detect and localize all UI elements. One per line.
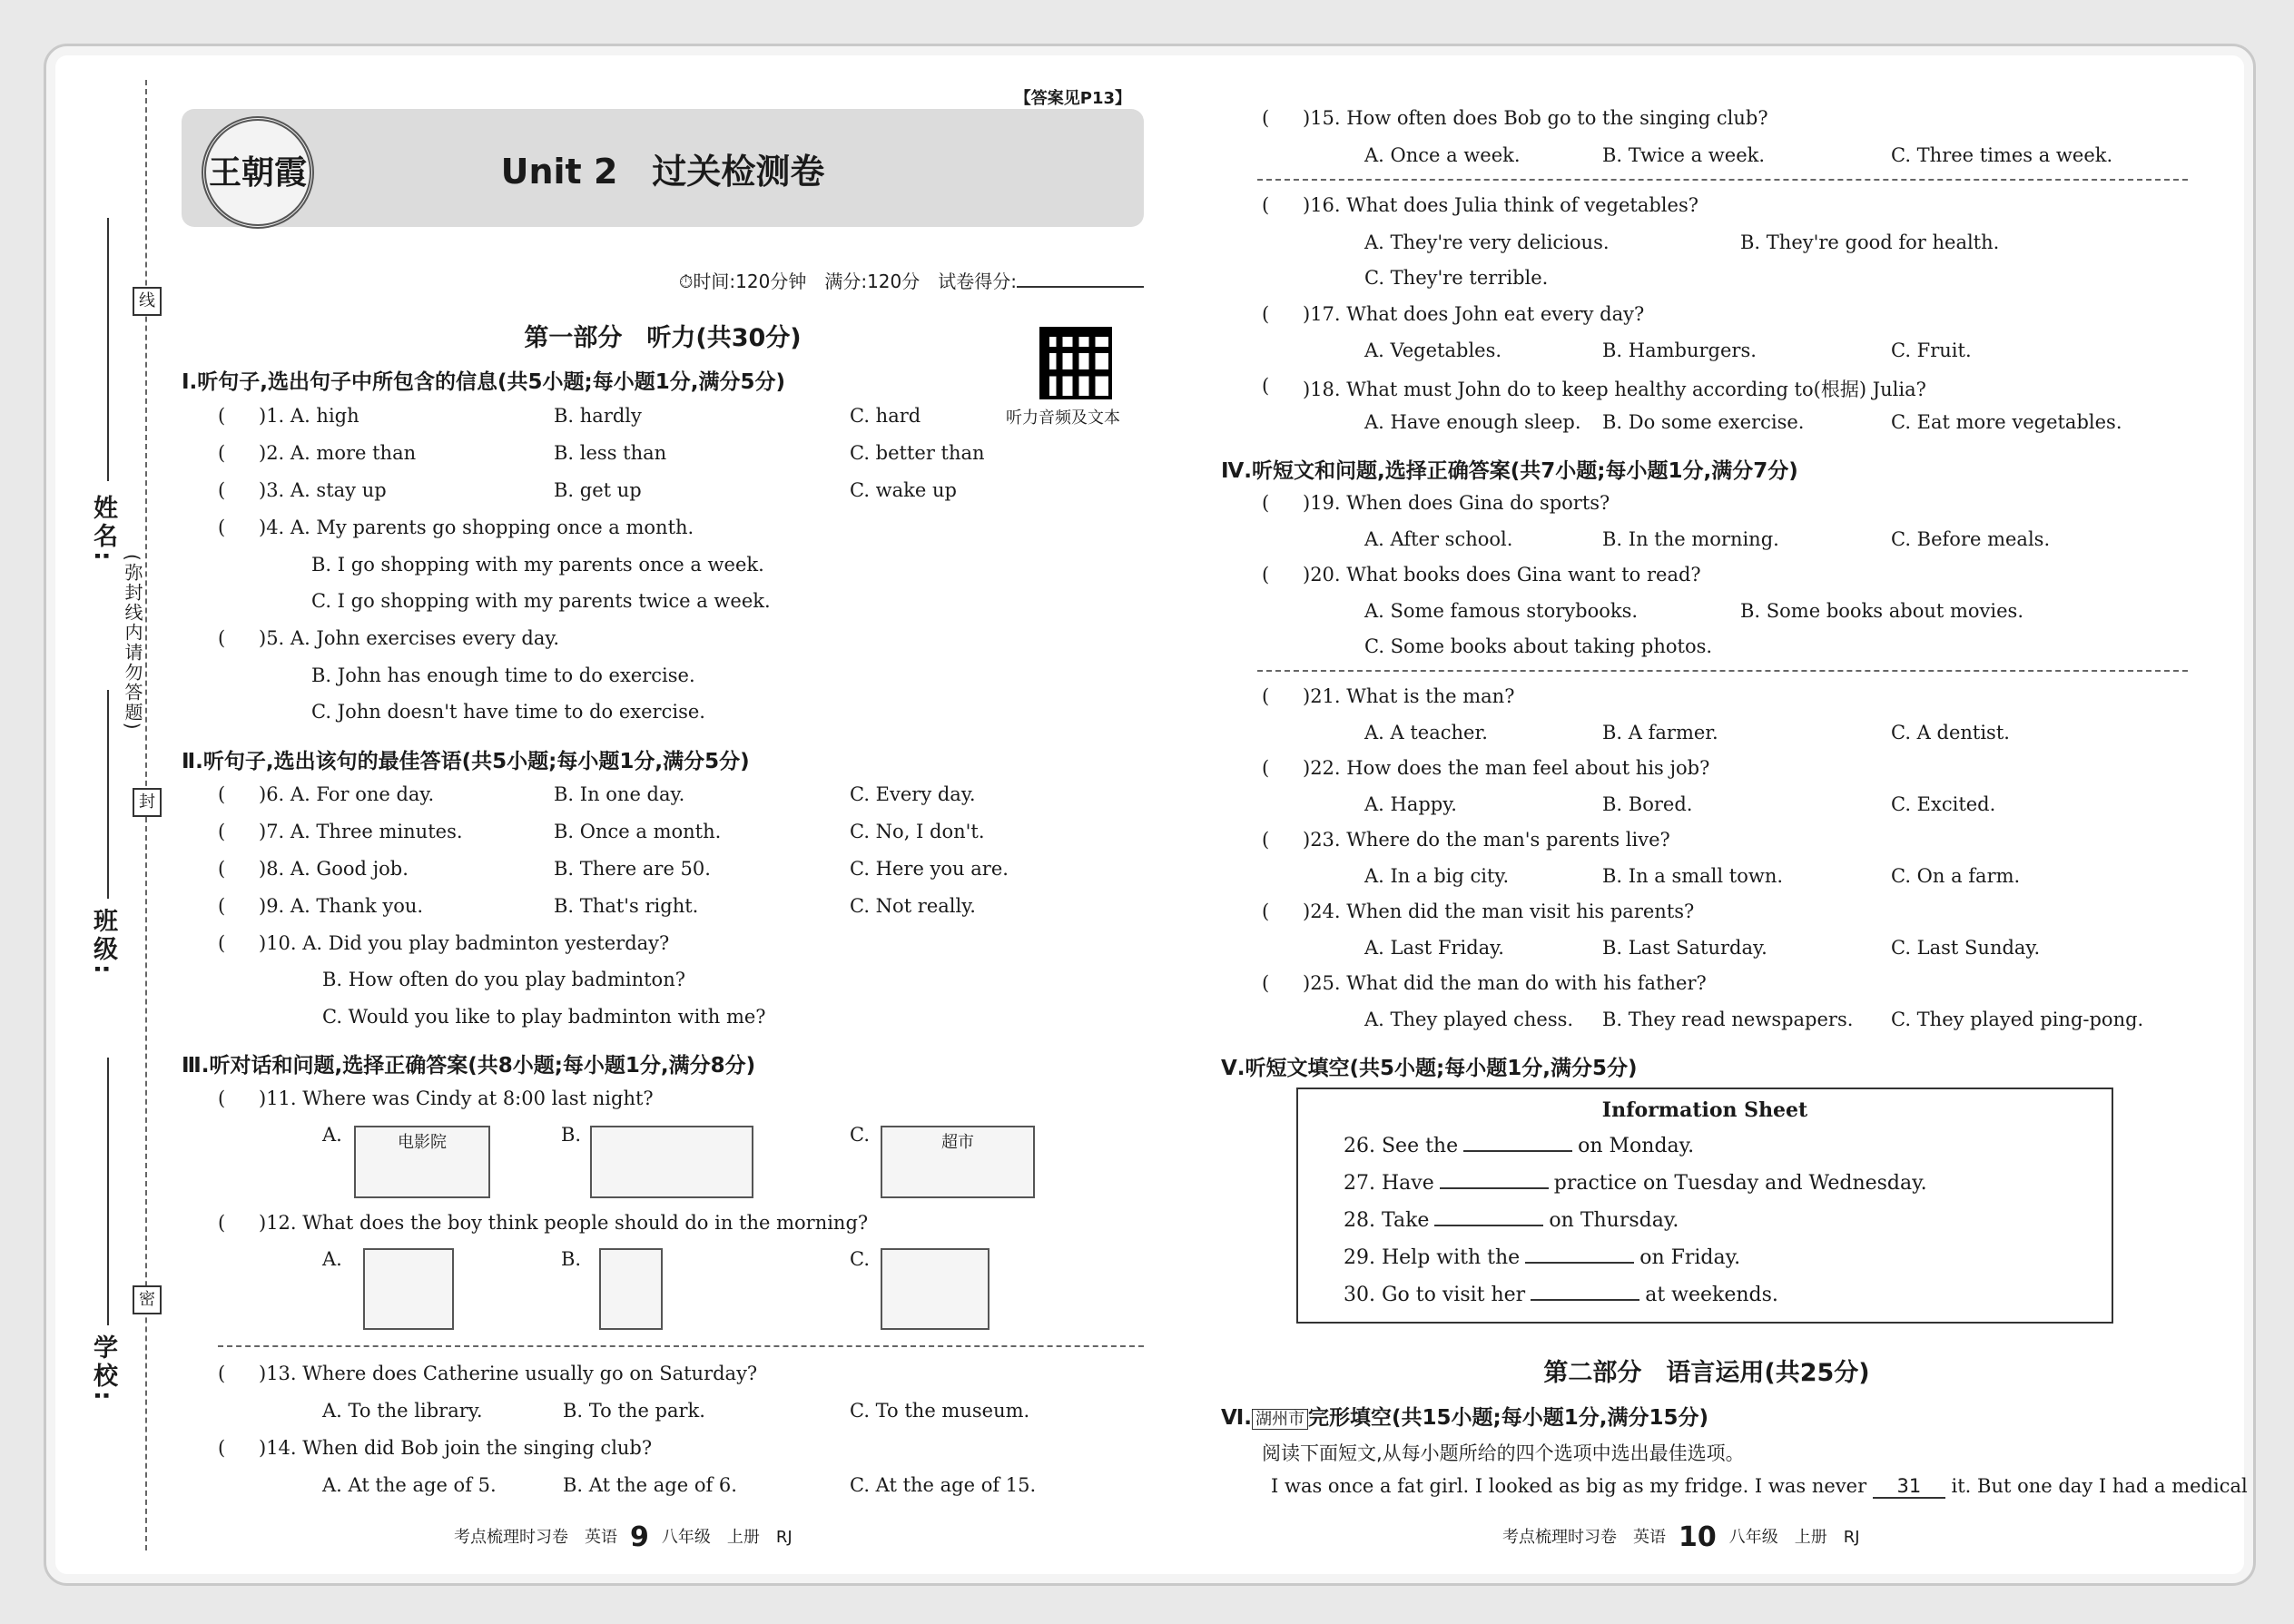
publisher-logo: 王朝霞 xyxy=(202,116,314,229)
tv-watching-picture xyxy=(881,1248,989,1330)
item-27: 27. Have practice on Tuesday and Wednesday. xyxy=(1344,1172,1927,1195)
q14-option-a: A. At the age of 5. xyxy=(322,1474,497,1496)
q23-option-b: B. In a small town. xyxy=(1602,865,1784,887)
section-3-title: Ⅲ.听对话和问题,选择正确答案(共8小题;每小题1分,满分8分) xyxy=(182,1054,756,1078)
q13-option-b: B. To the park. xyxy=(563,1400,705,1422)
blank-29[interactable] xyxy=(1525,1262,1634,1264)
q21-option-c: C. A dentist. xyxy=(1891,722,2010,743)
item-26: 26. See the on Monday. xyxy=(1344,1135,1695,1157)
binding-note: (弥封线内请勿答题) xyxy=(122,554,143,732)
q14-option-b: B. At the age of 6. xyxy=(563,1474,737,1496)
q25-option-a: A. They played chess. xyxy=(1364,1009,1574,1030)
q16-option-a: A. They're very delicious. xyxy=(1364,231,1610,253)
q19-option-c: C. Before meals. xyxy=(1891,528,2051,550)
blank-30[interactable] xyxy=(1531,1299,1639,1301)
section-1-title: Ⅰ.听句子,选出句子中所包含的信息(共5小题;每小题1分,满分5分) xyxy=(182,370,786,394)
q11-label-a: A. xyxy=(322,1124,342,1146)
q21-option-b: B. A farmer. xyxy=(1602,722,1718,743)
q15-option-b: B. Twice a week. xyxy=(1602,144,1766,166)
answer-reference: 【答案见P13】 xyxy=(1014,89,1131,108)
q4-option-b: B. I go shopping with my parents once a week. xyxy=(311,554,764,576)
blank-31[interactable]: 31 xyxy=(1873,1475,1945,1499)
q11-label-c: C. xyxy=(850,1124,870,1146)
section-4-title: Ⅳ.听短文和问题,选择正确答案(共7小题;每小题1分,满分7分) xyxy=(1221,459,1798,483)
blank-27[interactable] xyxy=(1440,1187,1549,1189)
item-30: 30. Go to visit her at weekends. xyxy=(1344,1284,1778,1306)
q17-option-c: C. Fruit. xyxy=(1891,340,1972,361)
q20-option-a: A. Some famous storybooks. xyxy=(1364,600,1639,622)
q24-option-c: C. Last Sunday. xyxy=(1891,937,2041,959)
q12-label-b: B. xyxy=(561,1248,582,1270)
section-6-title: Ⅵ. 湖州市 完形填空(共15小题;每小题1分,满分15分) xyxy=(1221,1406,1709,1430)
school-label: 学校: xyxy=(89,1334,117,1404)
section-2-title: Ⅱ.听句子,选出该句的最佳答语(共5小题;每小题1分,满分5分) xyxy=(182,750,750,773)
q17-option-a: A. Vegetables. xyxy=(1364,340,1502,361)
q10-option-c: C. Would you like to play badminton with me? xyxy=(322,1006,766,1028)
blank-28[interactable] xyxy=(1434,1225,1543,1226)
part1-title: 第一部分 听力(共30分) xyxy=(524,324,802,352)
item-29: 29. Help with the on Friday. xyxy=(1344,1246,1741,1269)
q23-option-c: C. On a farm. xyxy=(1891,865,2021,887)
q24-option-b: B. Last Saturday. xyxy=(1602,937,1767,959)
region-tag: 湖州市 xyxy=(1252,1409,1308,1430)
page-title: Unit 2 过关检测卷 xyxy=(500,152,825,192)
name-label: 姓名: xyxy=(89,495,117,565)
q16-option-b: B. They're good for health. xyxy=(1740,231,2000,253)
q22-option-a: A. Happy. xyxy=(1364,793,1457,815)
q13-option-a: A. To the library. xyxy=(322,1400,483,1422)
q10-option-b: B. How often do you play badminton? xyxy=(322,969,685,990)
q19-option-a: A. After school. xyxy=(1364,528,1513,550)
q4-option-c: C. I go shopping with my parents twice a week. xyxy=(311,590,771,612)
q21-option-a: A. A teacher. xyxy=(1364,722,1488,743)
class-line xyxy=(107,690,109,899)
q11-label-b: B. xyxy=(561,1124,582,1146)
information-sheet-title: Information Sheet xyxy=(1601,1098,1808,1122)
q20-option-b: B. Some books about movies. xyxy=(1740,600,2023,622)
divider xyxy=(1257,670,2188,672)
school-line xyxy=(107,1058,109,1325)
item-28: 28. Take on Thursday. xyxy=(1344,1209,1679,1232)
cinema-picture: 电影院 xyxy=(354,1126,490,1198)
score-blank[interactable] xyxy=(1017,286,1144,288)
qr-code[interactable] xyxy=(1039,327,1112,399)
left-footer: 考点梳理时习卷 英语 9 八年级 上册 RJ xyxy=(454,1521,793,1553)
q25-option-c: C. They played ping-pong. xyxy=(1891,1009,2144,1030)
divider xyxy=(218,1345,1144,1347)
q18-option-a: A. Have enough sleep. xyxy=(1364,411,1581,433)
cloze-passage: I was once a fat girl. I looked as big as my fridge. I was never 31 it. But one day I had a medical xyxy=(1271,1475,2248,1497)
q14-option-c: C. At the age of 15. xyxy=(850,1474,1037,1496)
divider xyxy=(1257,179,2188,181)
class-label: 班级: xyxy=(89,908,117,978)
q15-option-a: A. Once a week. xyxy=(1364,144,1521,166)
qr-caption: 听力音频及文本 xyxy=(1006,408,1120,428)
reading-girl-picture xyxy=(363,1248,454,1330)
right-footer: 考点梳理时习卷 英语 10 八年级 上册 RJ xyxy=(1502,1521,1860,1553)
q12-label-a: A. xyxy=(322,1248,342,1270)
q18-option-b: B. Do some exercise. xyxy=(1602,411,1805,433)
supermarket-picture: 超市 xyxy=(881,1126,1035,1198)
cloze-instruction: 阅读下面短文,从每小题所给的四个选项中选出最佳选项。 xyxy=(1262,1442,1745,1464)
seal-mi: 密 xyxy=(133,1285,162,1314)
q15-option-c: C. Three times a week. xyxy=(1891,144,2113,166)
q18-option-c: C. Eat more vegetables. xyxy=(1891,411,2122,433)
section-5-title: Ⅴ.听短文填空(共5小题;每小题1分,满分5分) xyxy=(1221,1057,1638,1080)
q12-label-c: C. xyxy=(850,1248,870,1270)
q19-option-b: B. In the morning. xyxy=(1602,528,1779,550)
q22-option-b: B. Bored. xyxy=(1602,793,1693,815)
q17-option-b: B. Hamburgers. xyxy=(1602,340,1757,361)
part2-title: 第二部分 语言运用(共25分) xyxy=(1543,1359,1870,1387)
seal-xian: 线 xyxy=(133,287,162,316)
q20-option-c: C. Some books about taking photos. xyxy=(1364,635,1713,657)
q16-option-c: C. They're terrible. xyxy=(1364,267,1549,289)
q22-option-c: C. Excited. xyxy=(1891,793,1996,815)
information-sheet xyxy=(1296,1088,2113,1324)
q5-option-b: B. John has enough time to do exercise. xyxy=(311,664,695,686)
stadium-picture xyxy=(590,1126,753,1198)
q25-option-b: B. They read newspapers. xyxy=(1602,1009,1854,1030)
time-info: ⏱时间:120分钟 满分:120分 试卷得分: xyxy=(679,267,1144,293)
blank-26[interactable] xyxy=(1463,1150,1572,1152)
seal-feng: 封 xyxy=(133,788,162,817)
q24-option-a: A. Last Friday. xyxy=(1364,937,1504,959)
q5-option-c: C. John doesn't have time to do exercise. xyxy=(311,701,705,723)
title-banner xyxy=(182,109,1144,227)
running-boy-picture xyxy=(599,1248,663,1330)
q23-option-a: A. In a big city. xyxy=(1364,865,1510,887)
q13-option-c: C. To the museum. xyxy=(850,1400,1030,1422)
name-line xyxy=(107,218,109,481)
